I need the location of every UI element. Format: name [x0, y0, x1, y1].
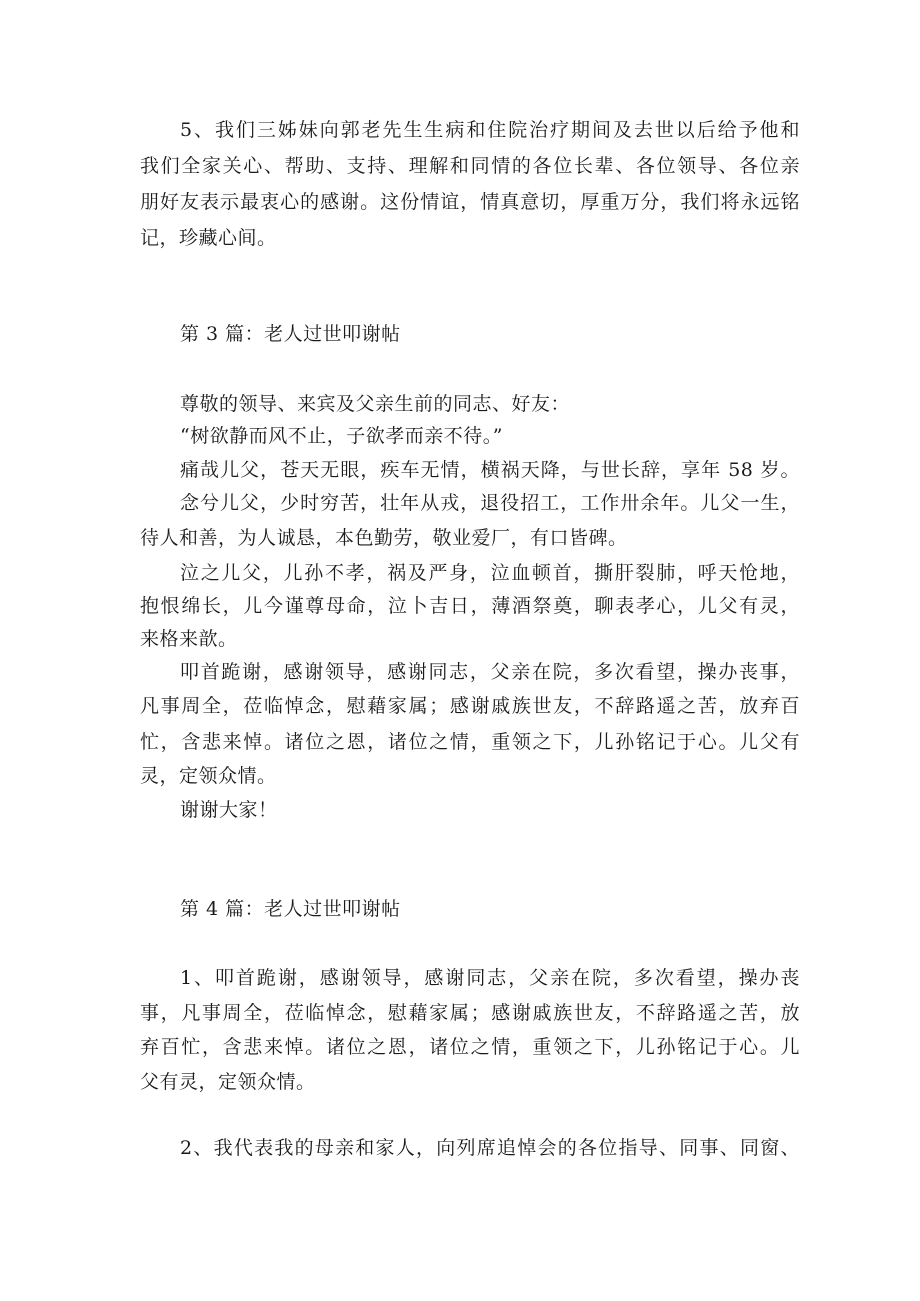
paragraph-line: “树欲静而风不止，子欲孝而亲不待。” — [180, 425, 503, 447]
paragraph-line: 待人和善，为人诚恳，本色勤劳，敬业爱厂，有口皆碑。 — [140, 527, 628, 549]
paragraph-line: 弃百忙，含悲来悼。诸位之恩，诸位之情，重领之下，儿孙铭记于心。儿 — [140, 1036, 800, 1058]
paragraph-line: 2、我代表我的母亲和家人，向列席追悼会的各位指导、同事、同窗、 — [180, 1137, 800, 1159]
paragraph-line: 痛哉儿父，苍天无眼，疾车无情，横祸天降，与世长辞，享年 58 岁。 — [180, 459, 800, 481]
paragraph-line: 事，凡事周全，莅临悼念，慰藉家属；感谢戚族世友，不辞路遥之苦，放 — [140, 1002, 800, 1024]
section-heading: 第 4 篇：老人过世叩谢帖 — [180, 898, 401, 920]
paragraph-line: 灵，定领众情。 — [140, 765, 277, 787]
paragraph-line: 抱恨绵长，儿今谨尊母命，泣卜吉日，薄酒祭奠，聊表孝心，儿父有灵， — [140, 595, 800, 617]
paragraph-line: 朋好友表示最衷心的感谢。这份情谊，情真意切，厚重万分，我们将永远铭 — [140, 191, 800, 213]
section-heading: 第 3 篇：老人过世叩谢帖 — [180, 323, 401, 345]
paragraph-line: 叩首跪谢，感谢领导，感谢同志，父亲在院，多次看望，操办丧事， — [180, 661, 800, 683]
paragraph-line: 记，珍藏心间。 — [140, 227, 277, 249]
paragraph-line: 来格来歆。 — [140, 628, 238, 650]
paragraph-line: 凡事周全，莅临悼念，慰藉家属；感谢戚族世友，不辞路遥之苦，放弃百 — [140, 695, 800, 717]
paragraph-line: 谢谢大家！ — [180, 799, 278, 821]
paragraph-line: 我们全家关心、帮助、支持、理解和同情的各位长辈、各位领导、各位亲 — [140, 155, 800, 177]
paragraph-line: 泣之儿父，儿孙不孝，祸及严身，泣血顿首，撕肝裂肺，呼天怆地， — [180, 562, 800, 584]
paragraph-line: 5、我们三姊妹向郭老先生生病和住院治疗期间及去世以后给予他和 — [180, 119, 800, 141]
paragraph-line: 父有灵，定领众情。 — [140, 1071, 316, 1093]
paragraph-line: 忙，含悲来悼。诸位之恩，诸位之情，重领之下，儿孙铭记于心。儿父有 — [140, 731, 800, 753]
paragraph-line: 尊敬的领导、来宾及父亲生前的同志、好友： — [180, 393, 571, 415]
paragraph-line: 1、叩首跪谢，感谢领导，感谢同志，父亲在院，多次看望，操办丧 — [180, 967, 800, 989]
paragraph-line: 念兮儿父，少时穷苦，壮年从戎，退役招工，工作卅余年。儿父一生， — [180, 492, 800, 514]
